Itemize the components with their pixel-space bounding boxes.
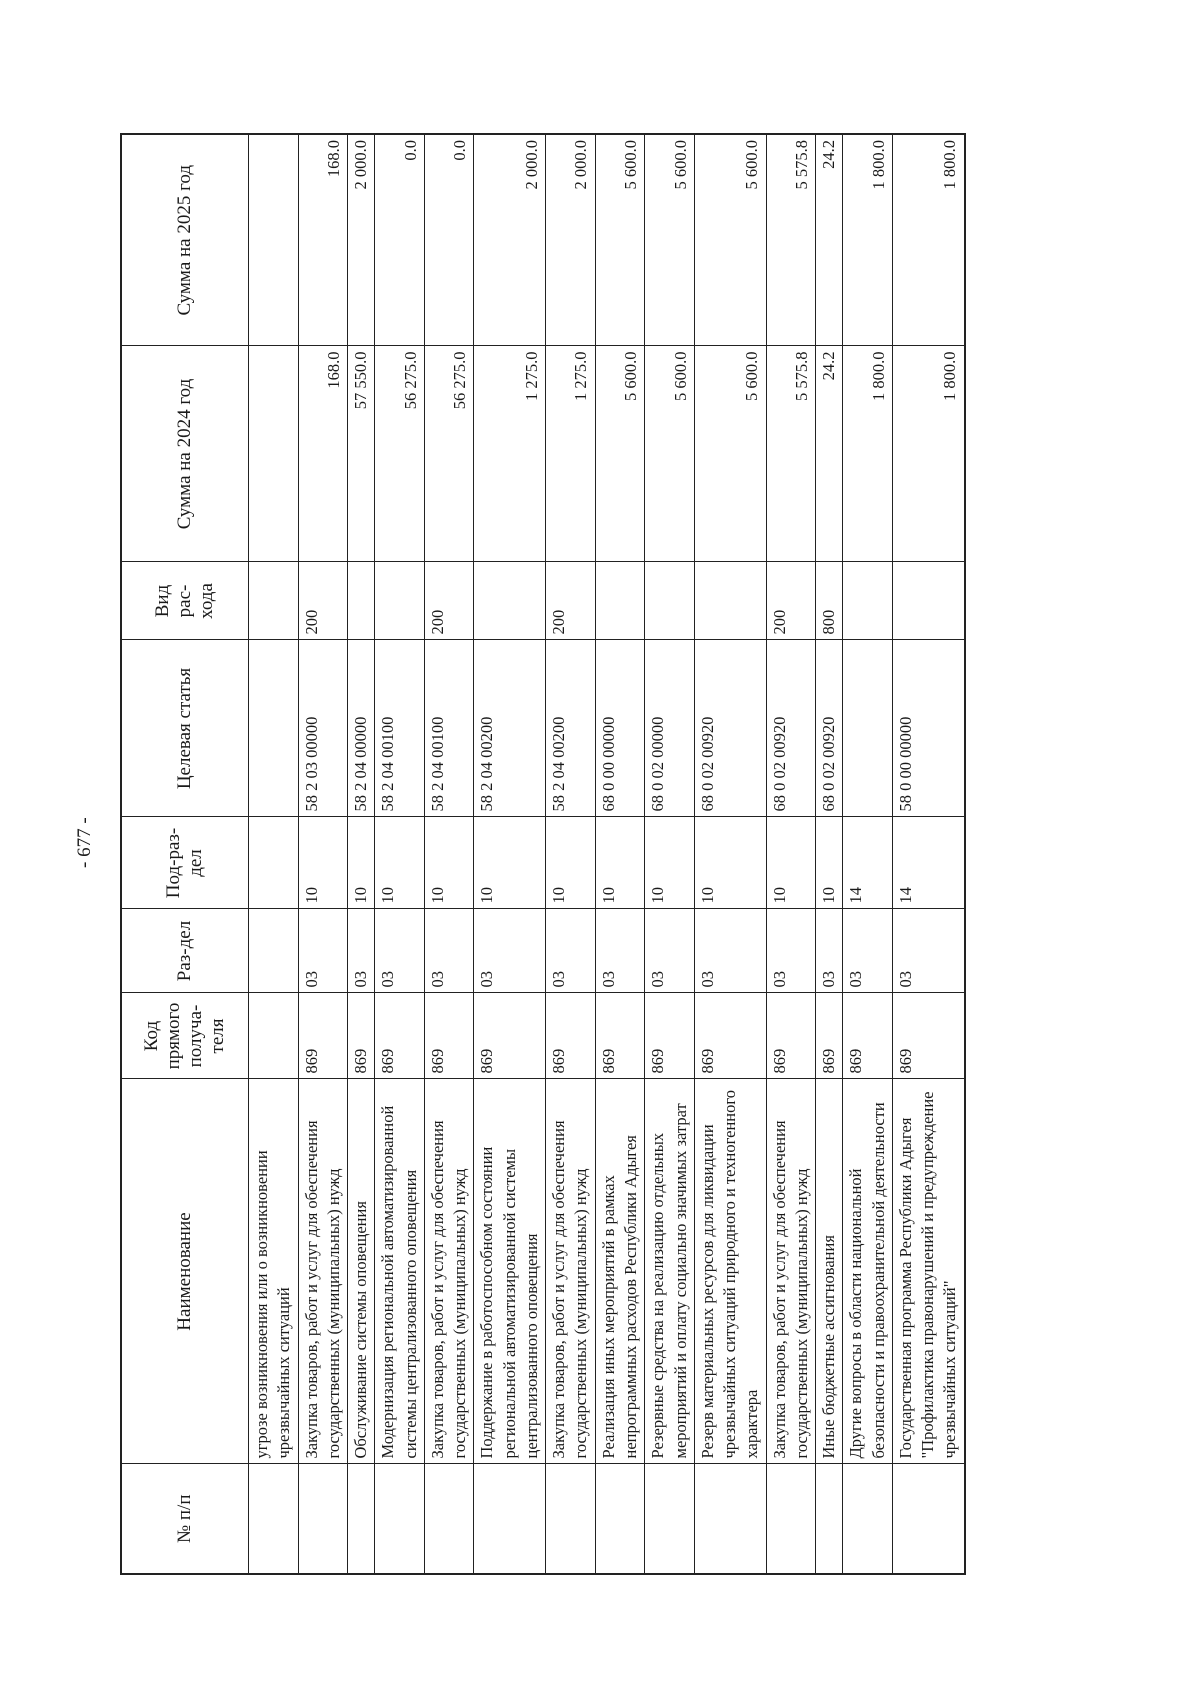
header-subsection: Под-раз-дел xyxy=(121,817,249,909)
row-expense-type: 800 xyxy=(816,562,843,640)
table-header-row xyxy=(121,134,249,1574)
row-section: 03 xyxy=(474,909,546,993)
page-number: - 677 - xyxy=(74,817,95,868)
row-section: 03 xyxy=(816,909,843,993)
row-number xyxy=(766,1464,816,1574)
row-section xyxy=(249,909,299,993)
row-name: Закупка товаров, работ и услуг для обеспечения государственных (муниципальных) нужд xyxy=(298,1079,348,1464)
row-name: Государственная программа Республики Адыгея "Профилактика правонарушений и предупреждение чрезвычайных ситуаций" xyxy=(892,1079,964,1464)
header-sum-2025: Сумма на 2025 год xyxy=(121,134,249,346)
row-recipient-code: 869 xyxy=(645,993,695,1079)
row-sum-2025: 5 575.8 xyxy=(766,134,816,346)
row-section: 03 xyxy=(375,909,425,993)
row-name: Модернизация региональной автоматизированной системы централизованного оповещения xyxy=(375,1079,425,1464)
row-sum-2025: 2 000.0 xyxy=(474,134,546,346)
table-row xyxy=(298,134,348,1574)
header-target-article: Целевая статья xyxy=(121,640,249,817)
row-target-article: 58 2 04 00100 xyxy=(375,640,425,817)
row-sum-2025: 0.0 xyxy=(375,134,425,346)
row-recipient-code: 869 xyxy=(546,993,596,1079)
row-name: Закупка товаров, работ и услуг для обеспечения государственных (муниципальных) нужд xyxy=(424,1079,474,1464)
row-recipient-code: 869 xyxy=(766,993,816,1079)
table-row xyxy=(474,134,546,1574)
row-sum-2024: 56 275.0 xyxy=(424,346,474,562)
row-subsection xyxy=(249,817,299,909)
row-number xyxy=(645,1464,695,1574)
row-expense-type: 200 xyxy=(546,562,596,640)
row-section: 03 xyxy=(892,909,964,993)
row-target-article: 58 2 04 00200 xyxy=(546,640,596,817)
row-number xyxy=(546,1464,596,1574)
row-section: 03 xyxy=(424,909,474,993)
row-subsection: 14 xyxy=(843,817,893,909)
row-subsection: 10 xyxy=(595,817,645,909)
row-number xyxy=(375,1464,425,1574)
row-expense-type xyxy=(694,562,766,640)
row-recipient-code: 869 xyxy=(375,993,425,1079)
row-sum-2025: 168.0 xyxy=(298,134,348,346)
row-sum-2025: 5 600.0 xyxy=(694,134,766,346)
row-expense-type xyxy=(595,562,645,640)
row-subsection: 10 xyxy=(474,817,546,909)
row-sum-2024: 5 600.0 xyxy=(595,346,645,562)
row-number xyxy=(595,1464,645,1574)
table-row xyxy=(645,134,695,1574)
row-subsection: 10 xyxy=(424,817,474,909)
row-name: Закупка товаров, работ и услуг для обеспечения государственных (муниципальных) нужд xyxy=(766,1079,816,1464)
row-sum-2024: 1 275.0 xyxy=(546,346,596,562)
row-sum-2025: 5 600.0 xyxy=(595,134,645,346)
row-expense-type: 200 xyxy=(298,562,348,640)
row-sum-2024: 5 600.0 xyxy=(645,346,695,562)
row-target-article: 68 0 02 00920 xyxy=(694,640,766,817)
row-expense-type: 200 xyxy=(424,562,474,640)
row-subsection: 14 xyxy=(892,817,964,909)
header-section: Раз-дел xyxy=(121,909,249,993)
row-section: 03 xyxy=(546,909,596,993)
row-sum-2024: 24.2 xyxy=(816,346,843,562)
rotated-table-container xyxy=(120,135,1070,1575)
row-target-article: 58 0 00 00000 xyxy=(892,640,964,817)
row-number xyxy=(298,1464,348,1574)
table-row xyxy=(546,134,596,1574)
row-subsection: 10 xyxy=(348,817,375,909)
table-row xyxy=(843,134,893,1574)
row-subsection: 10 xyxy=(546,817,596,909)
row-sum-2025: 0.0 xyxy=(424,134,474,346)
row-name: Реализация иных мероприятий в рамках непрограммных расходов Республики Адыгея xyxy=(595,1079,645,1464)
row-expense-type: 200 xyxy=(766,562,816,640)
header-recipient-code: Код прямого получа-теля xyxy=(121,993,249,1079)
table-body xyxy=(249,134,965,1574)
table-row xyxy=(249,134,299,1574)
header-number: № п/п xyxy=(121,1464,249,1574)
budget-table xyxy=(120,133,966,1575)
row-recipient-code: 869 xyxy=(892,993,964,1079)
row-recipient-code: 869 xyxy=(694,993,766,1079)
row-sum-2024: 1 800.0 xyxy=(892,346,964,562)
row-expense-type xyxy=(375,562,425,640)
row-name: Резерв материальных ресурсов для ликвидации чрезвычайных ситуаций природного и техногенного характера xyxy=(694,1079,766,1464)
row-number xyxy=(474,1464,546,1574)
row-subsection: 10 xyxy=(816,817,843,909)
row-expense-type xyxy=(645,562,695,640)
row-expense-type xyxy=(474,562,546,640)
row-expense-type xyxy=(892,562,964,640)
row-section: 03 xyxy=(348,909,375,993)
row-recipient-code xyxy=(249,993,299,1079)
row-sum-2024: 5 575.8 xyxy=(766,346,816,562)
table-row xyxy=(694,134,766,1574)
row-sum-2025: 5 600.0 xyxy=(645,134,695,346)
row-target-article: 58 2 04 00200 xyxy=(474,640,546,817)
row-subsection: 10 xyxy=(766,817,816,909)
row-recipient-code: 869 xyxy=(348,993,375,1079)
row-sum-2025: 1 800.0 xyxy=(843,134,893,346)
row-recipient-code: 869 xyxy=(474,993,546,1079)
table-row xyxy=(348,134,375,1574)
row-section: 03 xyxy=(298,909,348,993)
row-number xyxy=(816,1464,843,1574)
row-target-article: 68 0 02 00920 xyxy=(816,640,843,817)
row-section: 03 xyxy=(766,909,816,993)
row-sum-2024: 5 600.0 xyxy=(694,346,766,562)
row-number xyxy=(892,1464,964,1574)
row-target-article xyxy=(843,640,893,817)
row-sum-2025: 2 000.0 xyxy=(348,134,375,346)
row-number xyxy=(249,1464,299,1574)
row-target-article: 68 0 02 00920 xyxy=(766,640,816,817)
row-name: Другие вопросы в области национальной безопасности и правоохранительной деятельности xyxy=(843,1079,893,1464)
row-number xyxy=(424,1464,474,1574)
row-target-article: 58 2 03 00000 xyxy=(298,640,348,817)
row-section: 03 xyxy=(595,909,645,993)
row-target-article: 68 0 02 00000 xyxy=(645,640,695,817)
row-sum-2025: 2 000.0 xyxy=(546,134,596,346)
row-name: Закупка товаров, работ и услуг для обеспечения государственных (муниципальных) нужд xyxy=(546,1079,596,1464)
row-recipient-code: 869 xyxy=(424,993,474,1079)
row-sum-2024: 57 550.0 xyxy=(348,346,375,562)
row-recipient-code: 869 xyxy=(595,993,645,1079)
row-recipient-code: 869 xyxy=(843,993,893,1079)
row-subsection: 10 xyxy=(298,817,348,909)
header-name: Наименование xyxy=(121,1079,249,1464)
table-row xyxy=(766,134,816,1574)
row-sum-2024: 1 275.0 xyxy=(474,346,546,562)
row-recipient-code: 869 xyxy=(816,993,843,1079)
table-row xyxy=(595,134,645,1574)
table-row xyxy=(424,134,474,1574)
row-expense-type xyxy=(249,562,299,640)
row-target-article: 58 2 04 00100 xyxy=(424,640,474,817)
row-number xyxy=(843,1464,893,1574)
row-name: Резервные средства на реализацию отдельных мероприятий и оплату социально значимых затрат xyxy=(645,1079,695,1464)
row-name: Обслуживание системы оповещения xyxy=(348,1079,375,1464)
row-recipient-code: 869 xyxy=(298,993,348,1079)
row-sum-2024: 56 275.0 xyxy=(375,346,425,562)
row-sum-2025: 1 800.0 xyxy=(892,134,964,346)
row-name: угрозе возникновения или о возникновении чрезвычайных ситуаций xyxy=(249,1079,299,1464)
row-subsection: 10 xyxy=(375,817,425,909)
table-row xyxy=(892,134,964,1574)
row-expense-type xyxy=(348,562,375,640)
row-name: Иные бюджетные ассигнования xyxy=(816,1079,843,1464)
row-target-article: 68 0 00 00000 xyxy=(595,640,645,817)
header-expense-type: Вид рас-хода xyxy=(121,562,249,640)
row-number xyxy=(348,1464,375,1574)
row-target-article xyxy=(249,640,299,817)
table-row xyxy=(816,134,843,1574)
row-subsection: 10 xyxy=(645,817,695,909)
row-number xyxy=(694,1464,766,1574)
row-subsection: 10 xyxy=(694,817,766,909)
row-sum-2025 xyxy=(249,134,299,346)
row-section: 03 xyxy=(843,909,893,993)
row-sum-2024: 1 800.0 xyxy=(843,346,893,562)
table-row xyxy=(375,134,425,1574)
header-sum-2024: Сумма на 2024 год xyxy=(121,346,249,562)
row-expense-type xyxy=(843,562,893,640)
row-sum-2024 xyxy=(249,346,299,562)
row-sum-2024: 168.0 xyxy=(298,346,348,562)
row-name: Поддержание в работоспособном состоянии региональной автоматизированной системы централизованного оповещения xyxy=(474,1079,546,1464)
row-sum-2025: 24.2 xyxy=(816,134,843,346)
row-target-article: 58 2 04 00000 xyxy=(348,640,375,817)
row-section: 03 xyxy=(694,909,766,993)
row-section: 03 xyxy=(645,909,695,993)
